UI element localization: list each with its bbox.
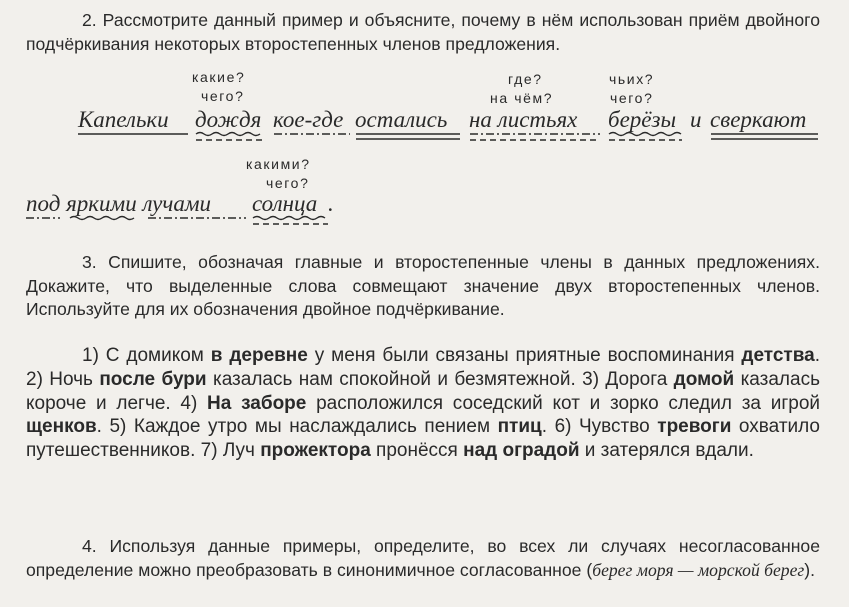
- example-italic: берег моря — морской берег: [592, 559, 805, 580]
- word-dozhdya: дождя: [195, 107, 262, 132]
- word-solntsa: солнца: [252, 191, 318, 216]
- task-3-sentences: 1) С домиком в деревне у меня были связаны приятные воспоминания детства. 2) Ночь после бури казалась нам спокойной и безмятежной. 3) Дорога домой казалась короче и легче. 4) На заборе расположился соседский кот и зорко следил за игрой щенков. 5) Каждое утро мы наслаждались пением птиц. 6) Чувство тревоги охватило путешественников. 7) Луч прожектора пронёсся над оградой и затерялся вдали.: [26, 345, 821, 462]
- word-sverkayut: сверкают: [710, 107, 807, 132]
- bold-trevogi: тревоги: [657, 416, 732, 438]
- task-3-paragraph: 3. Спишите, обозначая главные и второстепенные члены в данных предложениях. Докажите, что выделенные слова совмещают значение двух второстепенных членов. Используйте для их обозначения двойное подчёркивание.: [26, 252, 820, 319]
- question-gde: где?: [508, 71, 543, 87]
- underline-wavy-4: [253, 217, 325, 220]
- word-i: и: [690, 107, 702, 132]
- underline-wavy-3: [70, 217, 134, 220]
- word-koe-gde: кое-где: [273, 107, 344, 132]
- question-chyih: чьих?: [609, 71, 655, 87]
- bold-ptits: птиц: [497, 416, 542, 438]
- bold-na-zabore: На заборе: [207, 392, 307, 414]
- question-chego-2: чего?: [610, 90, 654, 106]
- bold-prozhektora: прожектора: [260, 440, 371, 462]
- question-na-chem: на чём?: [490, 90, 554, 106]
- task-4-paragraph: 4. Используя данные примеры, определите, во всех ли случаях несогласованное определение можно преобразовать в синонимичное согласованное (берег моря — морской берег).: [26, 536, 820, 580]
- word-period: .: [328, 191, 334, 216]
- bold-domoy: домой: [673, 368, 735, 390]
- underline-wavy-2: [609, 133, 681, 136]
- question-kakie: какие?: [192, 69, 246, 85]
- word-beryozy: берёзы: [608, 107, 677, 132]
- task-2-paragraph: 2. Рассмотрите данный пример и объясните, почему в нём использован приём двойного подчёркивания некоторых второстепенных членов предложения.: [26, 10, 820, 54]
- word-na-listyah: на листьях: [469, 107, 578, 132]
- bold-nad-ogradoy: над оградой: [463, 440, 580, 462]
- word-ostalis: остались: [355, 107, 448, 132]
- word-pod-yarkimi-luchami: под яркими лучами: [26, 191, 212, 216]
- bold-posle-buri: после бури: [99, 368, 207, 390]
- bold-shchenkov: щенков: [26, 416, 97, 438]
- question-chego-3: чего?: [266, 175, 310, 191]
- question-chego-1: чего?: [201, 88, 245, 104]
- bold-detstva: детства: [741, 345, 815, 366]
- underline-wavy-1: [196, 133, 260, 136]
- word-kapelki: Капельки: [78, 107, 169, 132]
- question-kakimi: какими?: [246, 156, 311, 172]
- bold-v-derevne: в деревне: [210, 345, 308, 366]
